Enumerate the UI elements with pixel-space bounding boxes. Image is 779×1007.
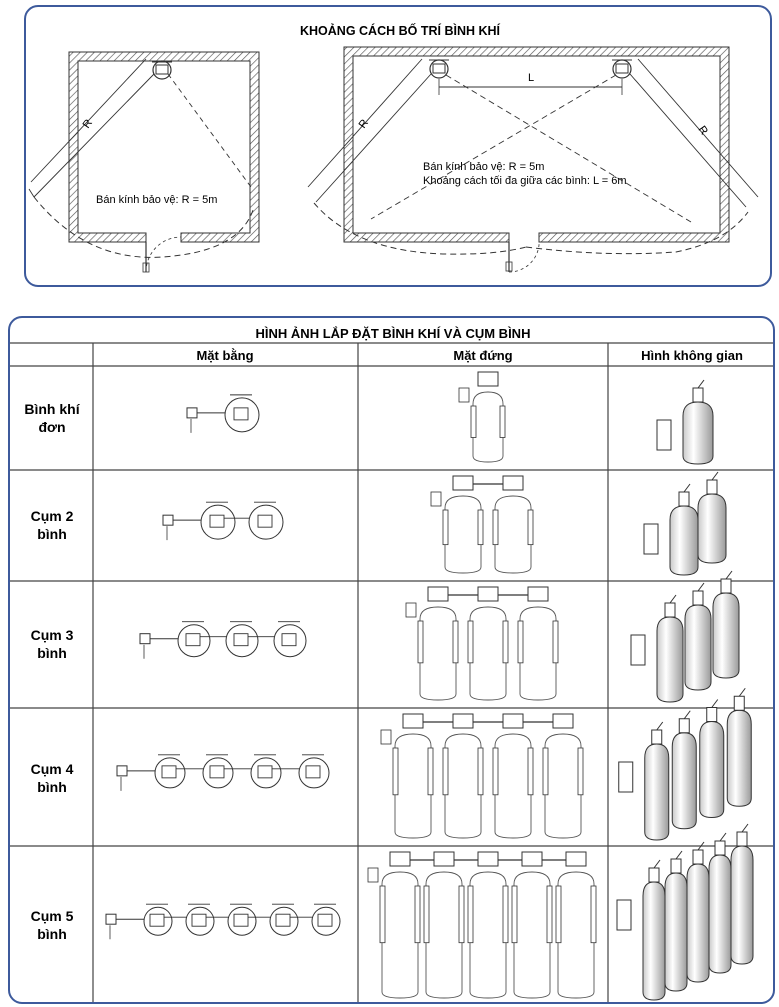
row-5-drawings bbox=[106, 824, 753, 1000]
distance-label: L bbox=[527, 72, 535, 84]
installation-title: HÌNH ẢNH LẮP ĐẶT BÌNH KHÍ VÀ CỤM BÌNH bbox=[255, 326, 531, 341]
elevation-cylinder-icon bbox=[520, 607, 556, 700]
elevation-valve-head-icon bbox=[403, 714, 423, 728]
elevation-valve-head-icon bbox=[553, 714, 573, 728]
iso-valve-icon bbox=[693, 850, 703, 864]
elevation-valve-head-icon bbox=[478, 852, 498, 866]
iso-cylinder-icon bbox=[672, 733, 696, 829]
spacing-diagram bbox=[26, 7, 774, 289]
iso-pipe bbox=[712, 472, 718, 480]
iso-pipe bbox=[684, 711, 690, 719]
iso-cylinder-icon bbox=[683, 402, 713, 464]
plan-view-row-2 bbox=[163, 502, 283, 540]
row-label-4-line2: bình bbox=[37, 779, 67, 795]
plan-head-icon bbox=[276, 914, 290, 926]
elevation-strap bbox=[468, 621, 473, 663]
elevation-view-row-5 bbox=[368, 852, 596, 998]
iso-pipe bbox=[742, 824, 748, 832]
iso-valve-icon bbox=[737, 832, 747, 846]
right-room bbox=[308, 47, 758, 272]
iso-valve-icon bbox=[679, 719, 689, 733]
elevation-valve-head-icon bbox=[453, 476, 473, 490]
elevation-strap bbox=[556, 886, 561, 943]
isometric-view-row-4 bbox=[619, 688, 752, 840]
plan-head-icon bbox=[192, 914, 206, 926]
elevation-valve-head-icon bbox=[566, 852, 586, 866]
elevation-valve-head-icon bbox=[434, 852, 454, 866]
elevation-gauge-icon bbox=[431, 492, 441, 506]
iso-cylinder-icon bbox=[643, 882, 665, 1000]
iso-pipe bbox=[726, 571, 732, 579]
elevation-cylinder-icon bbox=[495, 734, 531, 838]
row-label-2-line2: bình bbox=[37, 526, 67, 542]
elevation-strap bbox=[493, 510, 498, 545]
elevation-view-row-2 bbox=[431, 476, 533, 573]
elevation-gauge-icon bbox=[459, 388, 469, 402]
iso-cylinder-icon bbox=[657, 617, 683, 702]
iso-pipe bbox=[676, 851, 682, 859]
elevation-view-row-3 bbox=[406, 587, 558, 700]
spacing-title: KHOẢNG CÁCH BỐ TRÍ BÌNH KHÍ bbox=[300, 24, 500, 38]
elevation-cylinder-icon bbox=[382, 872, 418, 998]
elevation-strap bbox=[578, 748, 583, 795]
elevation-strap bbox=[512, 886, 517, 943]
row-3-drawings bbox=[140, 571, 739, 702]
iso-cylinder-icon bbox=[698, 494, 726, 563]
left-room-note: Bán kính bảo vệ: R = 5m bbox=[96, 194, 218, 206]
iso-pipe bbox=[712, 700, 718, 708]
row-1-drawings bbox=[187, 372, 713, 464]
elevation-cylinder-icon bbox=[545, 734, 581, 838]
right-room-note-line1: Bán kính bảo vệ: R = 5m bbox=[423, 161, 545, 173]
plan-valve-icon bbox=[106, 914, 116, 924]
elevation-strap bbox=[528, 510, 533, 545]
iso-cylinder-icon bbox=[700, 722, 724, 818]
iso-cylinder-icon bbox=[670, 506, 698, 575]
iso-valve-icon bbox=[652, 730, 662, 744]
plan-head-icon bbox=[234, 408, 248, 420]
column-header-elevation: Mặt đứng bbox=[453, 348, 513, 363]
isometric-view-row-2 bbox=[644, 472, 726, 575]
iso-pipe bbox=[739, 688, 745, 696]
elevation-valve-head-icon bbox=[478, 587, 498, 601]
iso-valve-icon bbox=[721, 579, 731, 593]
plan-valve-icon bbox=[140, 634, 150, 644]
iso-valve-icon bbox=[707, 480, 717, 494]
row-label-1-line1: Bình khí bbox=[24, 401, 80, 417]
isometric-view-row-5 bbox=[617, 824, 753, 1000]
row-label-3-line1: Cụm 3 bbox=[30, 627, 74, 643]
elevation-strap bbox=[503, 621, 508, 663]
elevation-strap bbox=[553, 621, 558, 663]
row-label-4-line1: Cụm 4 bbox=[30, 761, 74, 777]
elevation-valve-head-icon bbox=[528, 587, 548, 601]
elevation-strap bbox=[547, 886, 552, 943]
elevation-strap bbox=[528, 748, 533, 795]
iso-pipe bbox=[657, 722, 663, 730]
elevation-strap bbox=[393, 748, 398, 795]
iso-valve-icon bbox=[671, 859, 681, 873]
iso-pipe bbox=[670, 595, 676, 603]
left-room-cylinder-icon bbox=[152, 61, 172, 79]
left-room bbox=[29, 52, 259, 272]
elevation-strap bbox=[478, 748, 483, 795]
elevation-view-row-4 bbox=[381, 714, 583, 838]
iso-valve-icon bbox=[734, 696, 744, 710]
elevation-strap bbox=[471, 406, 476, 438]
row-label-2-line1: Cụm 2 bbox=[30, 508, 74, 524]
iso-valve-icon bbox=[649, 868, 659, 882]
installation-drawings bbox=[106, 372, 753, 1000]
iso-cylinder-icon bbox=[731, 846, 753, 964]
iso-cylinder-icon bbox=[687, 864, 709, 982]
iso-bracket-icon bbox=[631, 635, 645, 665]
plan-head-icon bbox=[234, 634, 248, 646]
iso-cylinder-icon bbox=[665, 873, 687, 991]
plan-view-row-1 bbox=[187, 395, 259, 433]
isometric-view-row-3 bbox=[631, 571, 739, 702]
elevation-cylinder-icon bbox=[420, 607, 456, 700]
row-label-1-line2: đơn bbox=[38, 419, 66, 435]
plan-view-row-3 bbox=[140, 622, 306, 659]
column-header-plan: Mặt bằng bbox=[196, 348, 254, 363]
plan-valve-icon bbox=[163, 515, 173, 525]
row-label-3-line2: bình bbox=[37, 645, 67, 661]
elevation-strap bbox=[518, 621, 523, 663]
elevation-cylinder-icon bbox=[395, 734, 431, 838]
installation-grid bbox=[10, 318, 775, 1004]
elevation-cylinder-icon bbox=[426, 872, 462, 998]
row-4-drawings bbox=[117, 688, 751, 840]
iso-valve-icon bbox=[665, 603, 675, 617]
elevation-cylinder-icon bbox=[558, 872, 594, 998]
iso-pipe bbox=[684, 484, 690, 492]
elevation-strap bbox=[459, 886, 464, 943]
plan-view-row-4 bbox=[117, 755, 329, 791]
elevation-strap bbox=[478, 510, 483, 545]
elevation-gauge-icon bbox=[381, 730, 391, 744]
elevation-strap bbox=[443, 748, 448, 795]
elevation-cylinder-icon bbox=[473, 392, 503, 462]
row-label-5-line2: bình bbox=[37, 926, 67, 942]
plan-head-icon bbox=[318, 914, 332, 926]
iso-bracket-icon bbox=[619, 762, 633, 792]
elevation-strap bbox=[503, 886, 508, 943]
elevation-strap bbox=[453, 621, 458, 663]
elevation-valve-head-icon bbox=[428, 587, 448, 601]
iso-valve-icon bbox=[679, 492, 689, 506]
iso-bracket-icon bbox=[657, 420, 671, 450]
elevation-view-row-1 bbox=[459, 372, 505, 462]
elevation-cylinder-icon bbox=[495, 496, 531, 573]
elevation-gauge-icon bbox=[406, 603, 416, 617]
elevation-strap bbox=[443, 510, 448, 545]
row-label-5-line1: Cụm 5 bbox=[30, 908, 74, 924]
elevation-valve-head-icon bbox=[390, 852, 410, 866]
elevation-cylinder-icon bbox=[445, 496, 481, 573]
elevation-cylinder-icon bbox=[445, 734, 481, 838]
plan-head-icon bbox=[150, 914, 164, 926]
elevation-strap bbox=[424, 886, 429, 943]
plan-view-row-5 bbox=[106, 904, 340, 939]
iso-valve-icon bbox=[693, 388, 703, 402]
iso-cylinder-icon bbox=[727, 710, 751, 806]
iso-valve-icon bbox=[693, 591, 703, 605]
elevation-cylinder-icon bbox=[470, 872, 506, 998]
iso-cylinder-icon bbox=[685, 605, 711, 690]
iso-bracket-icon bbox=[644, 524, 658, 554]
iso-valve-icon bbox=[707, 708, 717, 722]
plan-head-icon bbox=[210, 766, 224, 778]
elevation-strap bbox=[418, 621, 423, 663]
plan-head-icon bbox=[210, 515, 224, 527]
elevation-valve-head-icon bbox=[453, 714, 473, 728]
plan-head-icon bbox=[282, 634, 296, 646]
elevation-strap bbox=[415, 886, 420, 943]
iso-cylinder-icon bbox=[645, 744, 669, 840]
elevation-strap bbox=[493, 748, 498, 795]
plan-head-icon bbox=[234, 914, 248, 926]
elevation-strap bbox=[500, 406, 505, 438]
plan-head-icon bbox=[306, 766, 320, 778]
column-header-3d: Hình không gian bbox=[641, 348, 743, 363]
elevation-cylinder-icon bbox=[514, 872, 550, 998]
elevation-strap bbox=[543, 748, 548, 795]
iso-cylinder-icon bbox=[709, 855, 731, 973]
elevation-strap bbox=[591, 886, 596, 943]
iso-pipe bbox=[654, 860, 660, 868]
elevation-cylinder-icon bbox=[470, 607, 506, 700]
iso-valve-icon bbox=[715, 841, 725, 855]
right-radius-label-right: R bbox=[695, 123, 710, 138]
elevation-strap bbox=[380, 886, 385, 943]
left-radius-label: R bbox=[80, 117, 96, 131]
plan-head-icon bbox=[258, 766, 272, 778]
right-room-note-line2: Khoảng cách tối đa giữa các bình: L = 6m bbox=[423, 175, 627, 187]
iso-pipe bbox=[720, 833, 726, 841]
elevation-strap bbox=[428, 748, 433, 795]
plan-valve-icon bbox=[187, 408, 197, 418]
plan-head-icon bbox=[162, 766, 176, 778]
plan-head-icon bbox=[186, 634, 200, 646]
iso-pipe bbox=[698, 583, 704, 591]
elevation-valve-head-icon bbox=[503, 476, 523, 490]
elevation-strap bbox=[468, 886, 473, 943]
iso-pipe bbox=[698, 380, 704, 388]
elevation-valve-head-icon bbox=[478, 372, 498, 386]
row-2-drawings bbox=[163, 472, 726, 575]
iso-cylinder-icon bbox=[713, 593, 739, 678]
elevation-gauge-icon bbox=[368, 868, 378, 882]
plan-head-icon bbox=[258, 515, 272, 527]
isometric-view-row-1 bbox=[657, 380, 713, 464]
plan-valve-icon bbox=[117, 766, 127, 776]
elevation-valve-head-icon bbox=[503, 714, 523, 728]
installation-panel bbox=[8, 316, 775, 1004]
elevation-valve-head-icon bbox=[522, 852, 542, 866]
iso-bracket-icon bbox=[617, 900, 631, 930]
right-radius-label-left: R bbox=[356, 117, 372, 131]
spacing-panel bbox=[24, 5, 772, 287]
